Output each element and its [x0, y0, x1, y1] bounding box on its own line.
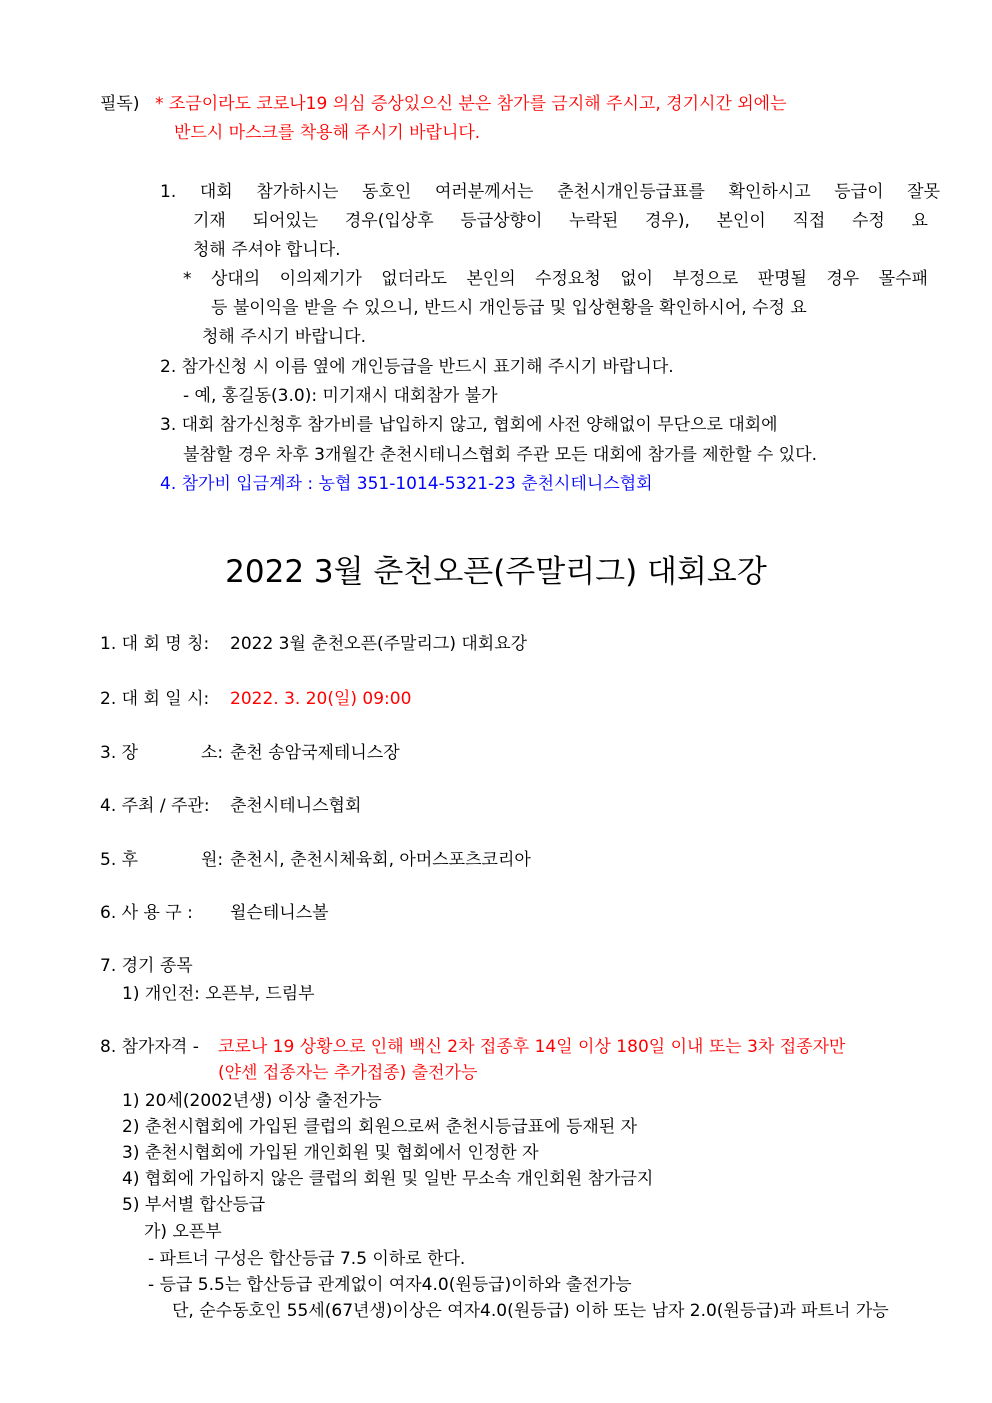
word: 춘천시개인등급표를 — [557, 182, 705, 202]
word: 대회 — [199, 182, 233, 202]
notice-prefix: 필독) — [100, 94, 140, 114]
item-8-sub-5: 5) 부서별 합산등급 — [122, 1195, 266, 1215]
word: 본인이 — [716, 211, 766, 231]
item-4-label: 4. 주최 / 주관: — [100, 796, 210, 816]
word: 경우), — [645, 211, 690, 231]
item-8-condition-1: 코로나 19 상황으로 인해 백신 2차 접종후 14일 이상 180일 이내 또는 3차 접종자만 — [218, 1037, 846, 1057]
word: 여러분께서는 — [434, 182, 534, 202]
word: 수정 — [852, 211, 885, 231]
word: 등급상향이 — [460, 211, 543, 231]
item-5-label-b: 원: — [201, 850, 224, 870]
rule-1-note-line-3: 청해 주시기 바랍니다. — [202, 327, 367, 347]
item-6-value: 윌슨테니스볼 — [230, 903, 329, 923]
item-8-detail-1: - 파트너 구성은 합산등급 7.5 이하로 한다. — [148, 1249, 466, 1269]
rule-1-note-line-2: 등 불이익을 받을 수 있으니, 반드시 개인등급 및 입상현황을 확인하시어, 수정 요 — [211, 298, 807, 318]
word: 경우(입상후 — [344, 211, 434, 231]
word: 상대의 — [210, 269, 261, 289]
word: 판명될 — [757, 269, 807, 289]
item-3-label-b: 소: — [201, 743, 224, 763]
item-4-value: 춘천시테니스협회 — [230, 796, 362, 816]
word: 확인하시고 — [728, 182, 811, 202]
item-2-value: 2022. 3. 20(일) 09:00 — [230, 689, 412, 709]
rule-3-line-2: 불참할 경우 차후 3개월간 춘천시테니스협회 주관 모든 대회에 참가를 제한할 수 있다. — [183, 445, 818, 465]
notice-line-1: * 조금이라도 코로나19 의심 증상있으신 분은 참가를 금지해 주시고, 경기시간 외에는 — [155, 94, 787, 114]
item-3-value: 춘천 송암국제테니스장 — [230, 743, 400, 763]
word: 직접 — [792, 211, 826, 231]
item-8-detail-3: 단, 순수동호인 55세(67년생)이상은 여자4.0(원등급) 이하 또는 남자 2.0(원등급)과 파트너 가능 — [172, 1301, 889, 1321]
item-6-label: 6. 사 용 구 : — [100, 903, 193, 923]
word: 등급이 — [834, 182, 884, 202]
word: * — [183, 269, 192, 289]
rule-1-line-2 — [193, 210, 928, 232]
word: 요 — [911, 211, 928, 231]
word: 누락된 — [569, 211, 619, 231]
word: 기재 — [193, 211, 226, 231]
item-7-label: 7. 경기 종목 — [100, 956, 193, 976]
item-8-label: 8. 참가자격 - — [100, 1037, 199, 1057]
rule-3-line-1: 3. 대회 참가신청후 참가비를 납입하지 않고, 협회에 사전 양해없이 무단으로 대회에 — [160, 415, 778, 435]
word: 수정요청 — [535, 269, 601, 289]
word: 경우 — [826, 269, 860, 289]
word: 잘못 — [907, 182, 940, 202]
item-5-label-a: 5. 후 — [100, 850, 139, 870]
notice-line-2: 반드시 마스크를 착용해 주시기 바랍니다. — [174, 123, 481, 143]
item-2-label: 2. 대 회 일 시: — [100, 689, 210, 709]
word: 부정으로 — [672, 269, 739, 289]
item-7-sub-1: 1) 개인전: 오픈부, 드림부 — [122, 984, 315, 1004]
item-8-condition-2: (얀센 접종자는 추가접종) 출전가능 — [218, 1063, 478, 1083]
item-3-label-a: 3. 장 — [100, 743, 139, 763]
item-8-sub-4: 4) 협회에 가입하지 않은 클럽의 회원 및 일반 무소속 개인회원 참가금지 — [122, 1169, 654, 1189]
word: 이의제기가 — [279, 269, 362, 289]
item-8-sub-1: 1) 20세(2002년생) 이상 출전가능 — [122, 1091, 382, 1111]
item-8-sub-2: 2) 춘천시협회에 가입된 클럽의 회원으로써 춘천시등급표에 등재된 자 — [122, 1117, 638, 1137]
item-8-open-division: 가) 오픈부 — [144, 1222, 222, 1242]
word: 없더라도 — [381, 269, 447, 289]
rule-2: 2. 참가신청 시 이름 옆에 개인등급을 반드시 표기해 주시기 바랍니다. — [160, 357, 674, 377]
word: 1. — [160, 182, 177, 202]
rule-4-bank-account: 4. 참가비 입금계좌 : 농협 351-1014-5321-23 춘천시테니스협회 — [160, 474, 653, 494]
word: 되어있는 — [252, 211, 319, 231]
rule-2-example: - 예, 홍길동(3.0): 미기재시 대회참가 불가 — [183, 386, 498, 406]
item-8-detail-2: - 등급 5.5는 합산등급 관계없이 여자4.0(원등급)이하와 출전가능 — [148, 1275, 632, 1295]
rule-1-note-line-1 — [183, 268, 928, 290]
item-1-value: 2022 3월 춘천오픈(주말리그) 대회요강 — [230, 634, 528, 654]
word: 참가하시는 — [256, 182, 339, 202]
word: 몰수패 — [878, 269, 928, 289]
word: 본인의 — [466, 269, 516, 289]
word: 없이 — [620, 269, 654, 289]
item-8-sub-3: 3) 춘천시협회에 가입된 개인회원 및 협회에서 인정한 자 — [122, 1143, 539, 1163]
rule-1-line-3: 청해 주셔야 합니다. — [193, 240, 341, 260]
item-5-value: 춘천시, 춘천시체육회, 아머스포츠코리아 — [230, 850, 531, 870]
page-title: 2022 3월 춘천오픈(주말리그) 대회요강 — [225, 554, 767, 590]
rule-1-line-1 — [160, 181, 940, 203]
word: 동호인 — [362, 182, 412, 202]
item-1-label: 1. 대 회 명 칭: — [100, 634, 210, 654]
